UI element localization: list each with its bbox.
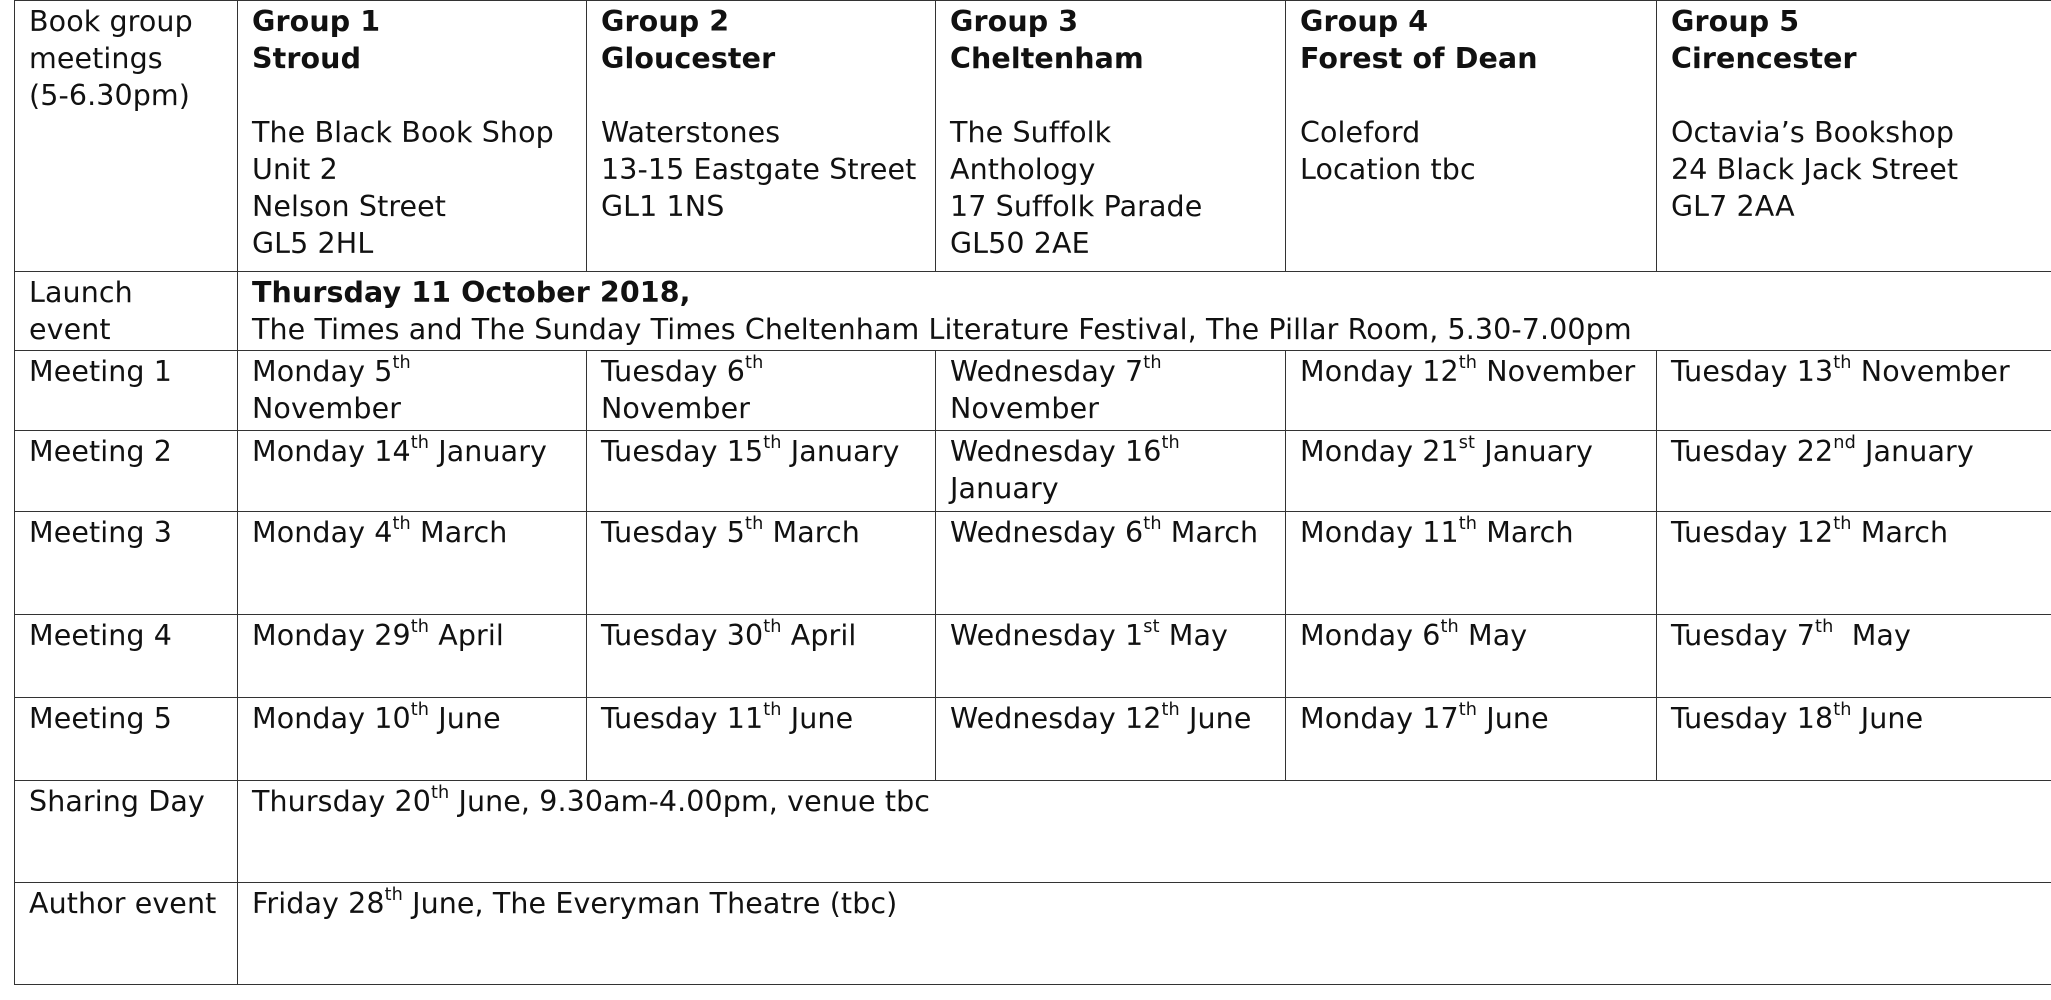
- group-number: Group 5: [1671, 5, 1800, 38]
- row-label-meeting: Meeting 4: [15, 615, 238, 698]
- meeting-date-cell: Monday 12th November: [1286, 351, 1657, 431]
- meeting-date-cell: Tuesday 11th June: [587, 698, 936, 781]
- header-row: [15, 1, 2051, 272]
- group-name: Cheltenham: [950, 42, 1144, 75]
- meeting-date-cell: Tuesday 5th March: [587, 512, 936, 615]
- meeting-date-cell: Monday 10th June: [238, 698, 587, 781]
- meeting-date-cell: Wednesday 16th January: [936, 431, 1286, 512]
- label-line: (5-6.30pm): [29, 79, 190, 112]
- row-label-meeting: Meeting 1: [15, 351, 238, 431]
- row-label-book-group-meetings: [15, 1, 238, 272]
- label-line: event: [29, 313, 111, 346]
- address-line: Unit 2: [252, 153, 338, 186]
- row-label-meeting: Meeting 2: [15, 431, 238, 512]
- group-number: Group 4: [1300, 5, 1429, 38]
- row-label-author-event: Author event: [15, 883, 238, 985]
- group-number: Group 3: [950, 5, 1079, 38]
- meeting-row: [15, 431, 2051, 512]
- row-label-launch-event: [15, 272, 238, 351]
- address-line: Nelson Street: [252, 190, 447, 223]
- meeting-date-cell: Tuesday 13th November: [1657, 351, 2051, 431]
- group-name: Cirencester: [1671, 42, 1857, 75]
- address-line: GL5 2HL: [252, 227, 374, 260]
- group-number: Group 2: [601, 5, 730, 38]
- meeting-row: [15, 351, 2051, 431]
- meeting-date-cell: Monday 6th May: [1286, 615, 1657, 698]
- address-line: 24 Black Jack Street: [1671, 153, 1959, 186]
- meeting-date-cell: Tuesday 15th January: [587, 431, 936, 512]
- meeting-date-cell: Monday 21st January: [1286, 431, 1657, 512]
- group-name: Stroud: [252, 42, 362, 75]
- address-line: Coleford: [1300, 116, 1421, 149]
- group-header-cell: [1657, 1, 2051, 272]
- group-header-cell: [936, 1, 1286, 272]
- address-line: Waterstones: [601, 116, 781, 149]
- label-line: Launch: [29, 276, 133, 309]
- launch-details: The Times and The Sunday Times Cheltenham Literature Festival, The Pillar Room, 5.30-7.00pm: [252, 313, 1632, 346]
- address-line: GL50 2AE: [950, 227, 1090, 260]
- sharing-day-row: [15, 781, 2051, 883]
- author-event-row: [15, 883, 2051, 985]
- row-label-sharing-day: Sharing Day: [15, 781, 238, 883]
- meeting-row: [15, 698, 2051, 781]
- address-line: GL1 1NS: [601, 190, 725, 223]
- meeting-date-cell: Tuesday 12th March: [1657, 512, 2051, 615]
- group-header-cell: [587, 1, 936, 272]
- group-name: Gloucester: [601, 42, 776, 75]
- address-line: The Suffolk: [950, 116, 1112, 149]
- group-header-cell: [1286, 1, 1657, 272]
- address-line: The Black Book Shop: [252, 116, 554, 149]
- meeting-date-cell: Tuesday 22nd January: [1657, 431, 2051, 512]
- meeting-row: [15, 512, 2051, 615]
- meeting-date-cell: Tuesday 18th June: [1657, 698, 2051, 781]
- group-number: Group 1: [252, 5, 381, 38]
- meeting-date-cell: Wednesday 1st May: [936, 615, 1286, 698]
- meeting-date-cell: Wednesday 12th June: [936, 698, 1286, 781]
- row-label-meeting: Meeting 3: [15, 512, 238, 615]
- meeting-date-cell: Monday 11th March: [1286, 512, 1657, 615]
- meeting-date-cell: Monday 29th April: [238, 615, 587, 698]
- address-line: 13-15 Eastgate Street: [601, 153, 917, 186]
- meeting-date-cell: Wednesday 6th March: [936, 512, 1286, 615]
- address-line: Anthology: [950, 153, 1096, 186]
- meeting-date-cell: Tuesday 6th November: [587, 351, 936, 431]
- author-event-cell: Friday 28th June, The Everyman Theatre (tbc): [238, 883, 2051, 985]
- meeting-date-cell: Tuesday 7th May: [1657, 615, 2051, 698]
- meeting-date-cell: Wednesday 7th November: [936, 351, 1286, 431]
- launch-event-row: [15, 272, 2051, 351]
- sharing-day-cell: Thursday 20th June, 9.30am-4.00pm, venue tbc: [238, 781, 2051, 883]
- label-line: Book group: [29, 5, 193, 38]
- launch-date: Thursday 11 October 2018,: [252, 276, 691, 309]
- meeting-date-cell: Monday 14th January: [238, 431, 587, 512]
- meeting-date-cell: Tuesday 30th April: [587, 615, 936, 698]
- address-line: 17 Suffolk Parade: [950, 190, 1203, 223]
- address-line: GL7 2AA: [1671, 190, 1795, 223]
- address-line: Octavia’s Bookshop: [1671, 116, 1955, 149]
- meeting-date-cell: Monday 4th March: [238, 512, 587, 615]
- book-group-schedule-table: [14, 0, 2051, 985]
- group-name: Forest of Dean: [1300, 42, 1538, 75]
- label-line: meetings: [29, 42, 163, 75]
- address-line: Location tbc: [1300, 153, 1476, 186]
- row-label-meeting: Meeting 5: [15, 698, 238, 781]
- meeting-date-cell: Monday 17th June: [1286, 698, 1657, 781]
- launch-event-cell: [238, 272, 2051, 351]
- group-header-cell: [238, 1, 587, 272]
- meeting-date-cell: Monday 5th November: [238, 351, 587, 431]
- meeting-row: [15, 615, 2051, 698]
